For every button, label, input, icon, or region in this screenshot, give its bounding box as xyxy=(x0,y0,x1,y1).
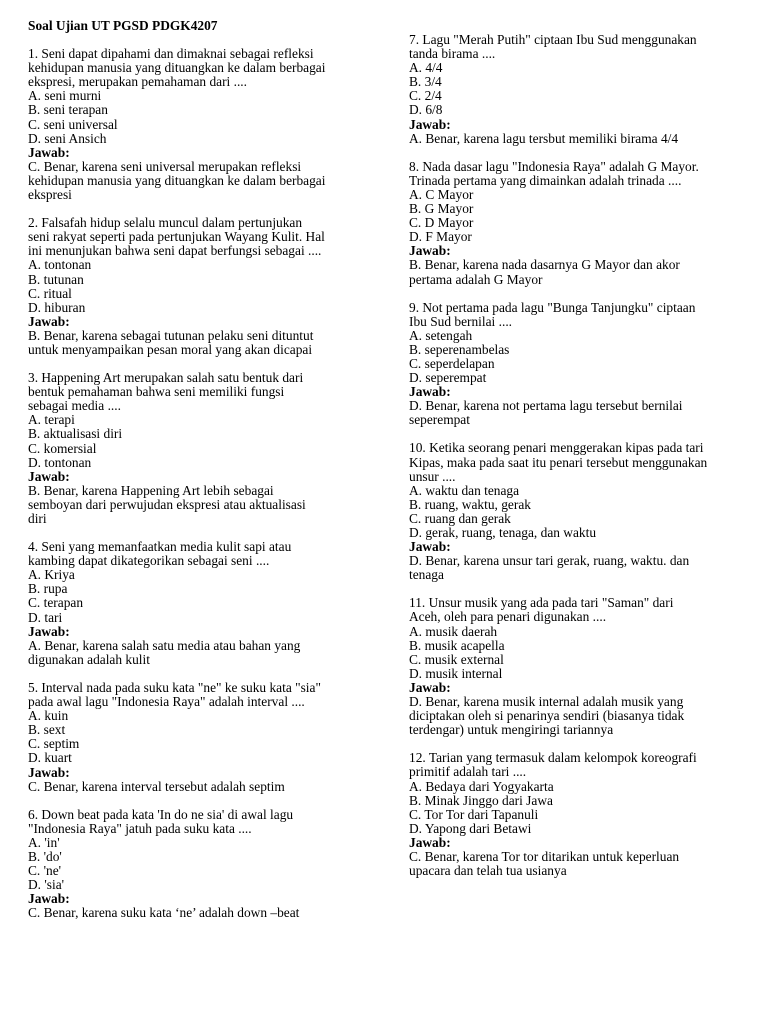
answer-option: C. ritual xyxy=(28,285,72,301)
question-text-line: ini menunjukan bahwa seni dapat berfungsi sebagai .... xyxy=(28,243,322,259)
question-text-line: 2. Falsafah hidup selalu muncul dalam pertunjukan xyxy=(28,215,303,231)
jawab-label: Jawab: xyxy=(28,144,70,160)
answer-option: C. septim xyxy=(28,736,80,752)
question-list-left xyxy=(28,47,378,920)
question-text-line: 5. Interval nada pada suku kata "ne" ke suku kata "sia" xyxy=(28,679,321,695)
answer-option: B. Minak Jinggo dari Jawa xyxy=(409,792,553,808)
question-3 xyxy=(28,371,378,526)
answer-option: A. tontonan xyxy=(28,257,92,273)
jawab-label: Jawab: xyxy=(28,623,70,639)
answer-explanation-line: diri xyxy=(28,511,47,526)
question-text-line: 7. Lagu "Merah Putih" ciptaan Ibu Sud menggunakan xyxy=(409,32,697,47)
answer-explanation-line: B. Benar, karena nada dasarnya G Mayor dan akor xyxy=(409,257,680,273)
question-text-line: 10. Ketika seorang penari menggerakan kipas pada tari xyxy=(409,440,704,456)
answer-option: D. kuart xyxy=(28,750,72,766)
answer-option: D. musik internal xyxy=(409,665,503,681)
answer-option: C. ruang dan gerak xyxy=(409,510,511,526)
answer-explanation-line: D. Benar, karena not pertama lagu tersebut bernilai xyxy=(409,398,683,414)
answer-explanation-line: C. Benar, karena suku kata ‘ne’ adalah down –beat xyxy=(28,905,300,921)
jawab-label: Jawab: xyxy=(409,243,451,259)
answer-explanation-line: digunakan adalah kulit xyxy=(28,651,150,667)
answer-explanation-line: C. Benar, karena interval tersebut adalah septim xyxy=(28,778,285,794)
answer-option: A. terapi xyxy=(28,412,75,428)
question-text-line: 4. Seni yang memanfaatkan media kulit sapi atau xyxy=(28,539,292,555)
answer-explanation-line: A. Benar, karena salah satu media atau bahan yang xyxy=(28,637,301,653)
answer-explanation-line: D. Benar, karena musik internal adalah musik yang xyxy=(409,694,684,710)
answer-option: C. Tor Tor dari Tapanuli xyxy=(409,806,539,822)
answer-option: C. D Mayor xyxy=(409,215,474,231)
answer-option: C. 'ne' xyxy=(28,863,62,879)
question-8 xyxy=(409,160,761,287)
question-text-line: pada awal lagu "Indonesia Raya" adalah interval .... xyxy=(28,694,305,710)
jawab-label: Jawab: xyxy=(409,679,451,695)
answer-option: C. musik external xyxy=(409,651,504,667)
answer-option: B. ruang, waktu, gerak xyxy=(409,496,531,512)
answer-explanation-line: B. Benar, karena Happening Art lebih sebagai xyxy=(28,482,274,498)
jawab-label: Jawab: xyxy=(409,116,451,132)
question-text-line: seni rakyat seperti pada pertunjukan Wayang Kulit. Hal xyxy=(28,229,325,245)
answer-explanation-line: seperempat xyxy=(409,412,470,428)
question-text-line: "Indonesia Raya" jatuh pada suku kata .... xyxy=(28,820,252,836)
question-10 xyxy=(409,441,761,582)
answer-option: C. 2/4 xyxy=(409,88,442,104)
document-title: Soal Ujian UT PGSD PDGK4207 xyxy=(28,18,218,33)
jawab-label: Jawab: xyxy=(409,384,451,400)
answer-explanation-line: terdengar) untuk mengiringi tariannya xyxy=(409,722,614,738)
question-text-line: Ibu Sud bernilai .... xyxy=(409,313,513,329)
question-6 xyxy=(28,808,378,921)
question-text-line: bentuk pemahaman bahwa seni memiliki fungsi xyxy=(28,384,285,400)
answer-option: A. setengah xyxy=(409,327,473,343)
answer-option: A. musik daerah xyxy=(409,623,498,639)
answer-explanation-line: C. Benar, karena Tor tor ditarikan untuk keperluan xyxy=(409,848,680,864)
question-text-line: 11. Unsur musik yang ada pada tari "Saman" dari xyxy=(409,595,674,611)
question-text-line: ekspresi, merupakan pemahaman dari .... xyxy=(28,74,248,90)
question-5 xyxy=(28,681,378,794)
answer-explanation-line: semboyan dari perwujudan ekspresi atau aktualisasi xyxy=(28,496,306,512)
question-text-line: 3. Happening Art merupakan salah satu bentuk dari xyxy=(28,370,304,386)
answer-option: B. musik acapella xyxy=(409,637,505,653)
answer-option: D. F Mayor xyxy=(409,229,472,245)
question-12 xyxy=(409,751,761,878)
answer-option: D. 6/8 xyxy=(409,102,443,118)
jawab-label: Jawab: xyxy=(409,834,451,850)
answer-option: A. Kriya xyxy=(28,567,75,583)
answer-option: B. seperenambelas xyxy=(409,341,510,357)
answer-option: D. 'sia' xyxy=(28,877,65,893)
question-4 xyxy=(28,540,378,667)
question-1 xyxy=(28,47,378,202)
answer-option: A. kuin xyxy=(28,708,69,724)
question-text-line: Aceh, oleh para penari digunakan .... xyxy=(409,609,607,625)
question-text-line: 1. Seni dapat dipahami dan dimaknai sebagai refleksi xyxy=(28,46,314,62)
question-text-line: kehidupan manusia yang dituangkan ke dalam berbagai xyxy=(28,60,326,76)
answer-explanation-line: diciptakan oleh si penarinya sendiri (biasanya tidak xyxy=(409,708,685,724)
question-text-line: unsur .... xyxy=(409,468,456,484)
answer-option: D. gerak, ruang, tenaga, dan waktu xyxy=(409,525,597,540)
question-text-line: 9. Not pertama pada lagu "Bunga Tanjungku" ciptaan xyxy=(409,299,696,315)
answer-option: B. rupa xyxy=(28,581,68,597)
answer-option: B. 'do' xyxy=(28,848,62,864)
answer-explanation-line: B. Benar, karena sebagai tutunan pelaku seni dituntut xyxy=(28,327,314,343)
right-column xyxy=(409,0,761,892)
answer-option: D. seperempat xyxy=(409,370,487,386)
answer-option: D. Yapong dari Betawi xyxy=(409,820,532,836)
answer-option: B. aktualisasi diri xyxy=(28,426,123,442)
answer-option: B. G Mayor xyxy=(409,201,474,217)
question-list-right xyxy=(409,33,761,878)
question-text-line: Kipas, maka pada saat itu penari tersebut menggunakan xyxy=(409,454,708,470)
jawab-label: Jawab: xyxy=(409,539,451,555)
answer-option: B. sext xyxy=(28,722,66,738)
answer-option: A. 4/4 xyxy=(409,60,443,76)
answer-option: D. tari xyxy=(28,609,63,625)
answer-explanation-line: kehidupan manusia yang dituangkan ke dalam berbagai xyxy=(28,172,326,188)
answer-option: C. terapan xyxy=(28,595,84,611)
question-text-line: primitif adalah tari .... xyxy=(409,764,527,780)
answer-option: C. seni universal xyxy=(28,116,118,132)
answer-explanation-line: untuk menyampaikan pesan moral yang akan dicapai xyxy=(28,341,313,357)
question-text-line: tanda birama .... xyxy=(409,46,496,62)
answer-explanation-line: tenaga xyxy=(409,567,444,583)
jawab-label: Jawab: xyxy=(28,764,70,780)
answer-option: B. 3/4 xyxy=(409,74,442,90)
answer-option: D. seni Ansich xyxy=(28,130,107,146)
answer-explanation-line: C. Benar, karena seni universal merupakan refleksi xyxy=(28,158,302,174)
answer-explanation-line: D. Benar, karena unsur tari gerak, ruang, waktu. dan xyxy=(409,553,690,569)
answer-option: A. seni murni xyxy=(28,88,102,104)
question-text-line: sebagai media .... xyxy=(28,398,121,414)
question-2 xyxy=(28,216,378,357)
answer-option: A. 'in' xyxy=(28,834,60,850)
question-11 xyxy=(409,596,761,737)
answer-explanation-line: A. Benar, karena lagu tersbut memiliki birama 4/4 xyxy=(409,130,679,146)
answer-option: A. Bedaya dari Yogyakarta xyxy=(409,778,554,794)
answer-option: C. seperdelapan xyxy=(409,355,495,371)
answer-explanation-line: pertama adalah G Mayor xyxy=(409,271,543,287)
answer-option: C. komersial xyxy=(28,440,97,456)
answer-option: B. tutunan xyxy=(28,271,84,287)
question-text-line: 12. Tarian yang termasuk dalam kelompok koreografi xyxy=(409,750,697,766)
answer-explanation-line: ekspresi xyxy=(28,187,72,203)
jawab-label: Jawab: xyxy=(28,891,70,907)
question-text-line: 8. Nada dasar lagu "Indonesia Raya" adalah G Mayor. xyxy=(409,158,699,174)
question-text-line: Trinada pertama yang dimainkan adalah trinada .... xyxy=(409,172,682,188)
question-7 xyxy=(409,33,761,146)
answer-option: B. seni terapan xyxy=(28,102,108,118)
answer-option: A. C Mayor xyxy=(409,186,474,202)
jawab-label: Jawab: xyxy=(28,468,70,484)
answer-option: D. tontonan xyxy=(28,454,92,470)
question-text-line: kambing dapat dikategorikan sebagai seni .... xyxy=(28,553,270,569)
left-column xyxy=(28,0,378,934)
answer-explanation-line: upacara dan telah tua usianya xyxy=(409,863,567,879)
answer-option: D. hiburan xyxy=(28,299,86,315)
question-text-line: 6. Down beat pada kata 'In do ne sia' di awal lagu xyxy=(28,806,294,822)
question-9 xyxy=(409,301,761,428)
answer-option: A. waktu dan tenaga xyxy=(409,482,520,498)
jawab-label: Jawab: xyxy=(28,313,70,329)
